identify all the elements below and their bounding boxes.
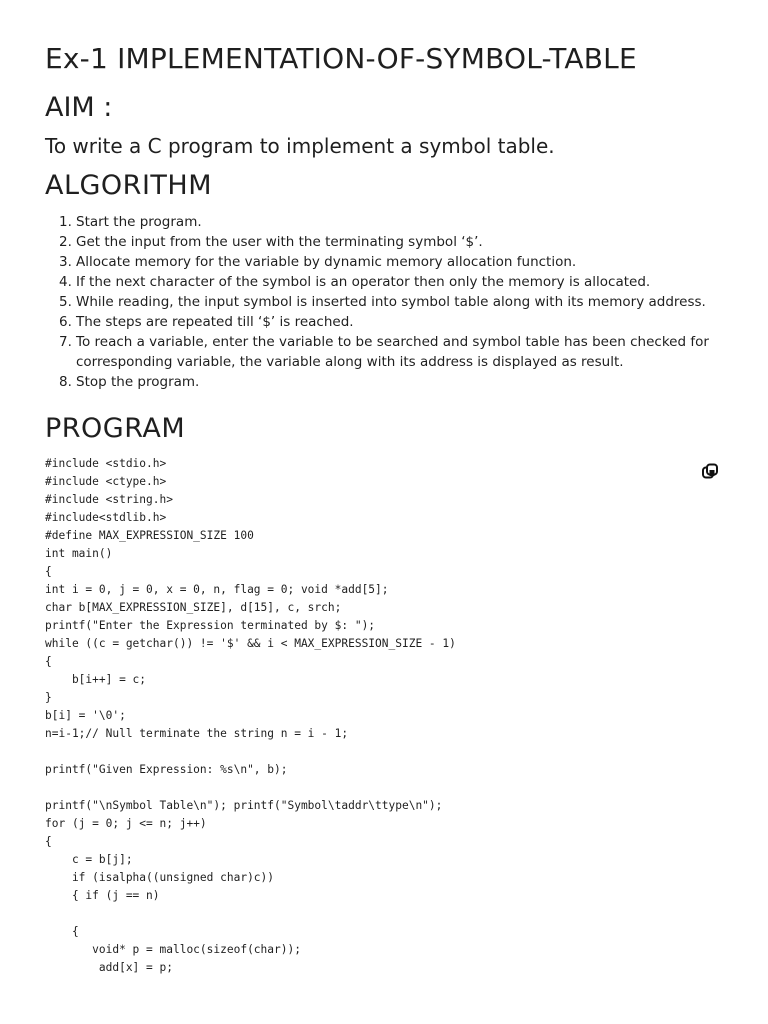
algorithm-step-text: Start the program. [76, 214, 202, 230]
code-line: } [45, 691, 52, 704]
algorithm-step [45, 252, 735, 272]
code-line: { [45, 655, 52, 668]
code-line [45, 743, 456, 761]
code-line: printf("\nSymbol Table\n"); printf("Symbol\taddr\ttype\n"); [45, 799, 443, 812]
code-line: for (j = 0; j <= n; j++) [45, 817, 207, 830]
code-line: c = b[j]; [45, 853, 133, 866]
algorithm-heading: ALGORITHM [45, 170, 213, 201]
code-line: #define MAX_EXPRESSION_SIZE 100 [45, 529, 254, 542]
algorithm-step-text: Get the input from the user with the terminating symbol ‘$’. [76, 234, 483, 250]
algorithm-step-text: Allocate memory for the variable by dynamic memory allocation function. [76, 254, 577, 270]
code-line: #include <ctype.h> [45, 475, 167, 488]
code-line: add[x] = p; [45, 961, 173, 974]
algorithm-step-number: 2. [59, 234, 72, 250]
code-line: while ((c = getchar()) != '$' && i < MAX_EXPRESSION_SIZE - 1) [45, 637, 456, 650]
code-line: printf("Enter the Expression terminated by $: "); [45, 619, 376, 632]
code-line: char b[MAX_EXPRESSION_SIZE], d[15], c, srch; [45, 601, 342, 614]
algorithm-step-number: 1. [59, 214, 72, 230]
algorithm-step [45, 272, 735, 292]
code-line [45, 779, 456, 797]
code-line: printf("Given Expression: %s\n", b); [45, 763, 288, 776]
algorithm-step-text: While reading, the input symbol is inserted into symbol table along with its memory address. [76, 294, 706, 310]
algorithm-step [45, 292, 735, 312]
copy-code-icon[interactable] [700, 462, 720, 482]
code-line: n=i-1;// Null terminate the string n = i - 1; [45, 727, 349, 740]
algorithm-step-number: 7. [59, 334, 72, 350]
program-code-block [45, 455, 456, 977]
code-line: int i = 0, j = 0, x = 0, n, flag = 0; void *add[5]; [45, 583, 389, 596]
code-line: { if (j == n) [45, 889, 160, 902]
algorithm-step-text: The steps are repeated till ‘$’ is reached. [76, 314, 354, 330]
code-line [45, 905, 456, 923]
algorithm-step-text: Stop the program. [76, 374, 200, 390]
algorithm-step-text: To reach a variable, enter the variable to be searched and symbol table has been checked for corresponding variable, the variable along with its address is displayed as result. [76, 334, 709, 370]
code-line: int main() [45, 547, 113, 560]
code-line: if (isalpha((unsigned char)c)) [45, 871, 275, 884]
code-line: b[i++] = c; [45, 673, 147, 686]
algorithm-step [45, 312, 735, 332]
document-title: Ex-1 IMPLEMENTATION-OF-SYMBOL-TABLE [45, 42, 637, 75]
algorithm-step-number: 5. [59, 294, 72, 310]
algorithm-steps-list [45, 212, 735, 392]
code-line: { [45, 835, 52, 848]
algorithm-step [45, 212, 735, 232]
algorithm-step [45, 232, 735, 252]
algorithm-step-number: 6. [59, 314, 72, 330]
copy-icon-graphic [700, 462, 720, 482]
aim-heading: AIM : [45, 92, 113, 123]
program-heading: PROGRAM [45, 413, 186, 444]
algorithm-step-number: 4. [59, 274, 72, 290]
algorithm-step [45, 332, 735, 372]
code-line: #include <stdio.h> [45, 457, 167, 470]
algorithm-step-number: 8. [59, 374, 72, 390]
code-line: { [45, 565, 52, 578]
code-line: #include<stdlib.h> [45, 511, 167, 524]
algorithm-step-text: If the next character of the symbol is an operator then only the memory is allocated. [76, 274, 651, 290]
code-line: { [45, 925, 79, 938]
algorithm-step-number: 3. [59, 254, 72, 270]
code-line: #include <string.h> [45, 493, 173, 506]
aim-text: To write a C program to implement a symbol table. [45, 134, 555, 158]
code-line: void* p = malloc(sizeof(char)); [45, 943, 301, 956]
algorithm-step [45, 372, 735, 392]
code-line: b[i] = '\0'; [45, 709, 126, 722]
